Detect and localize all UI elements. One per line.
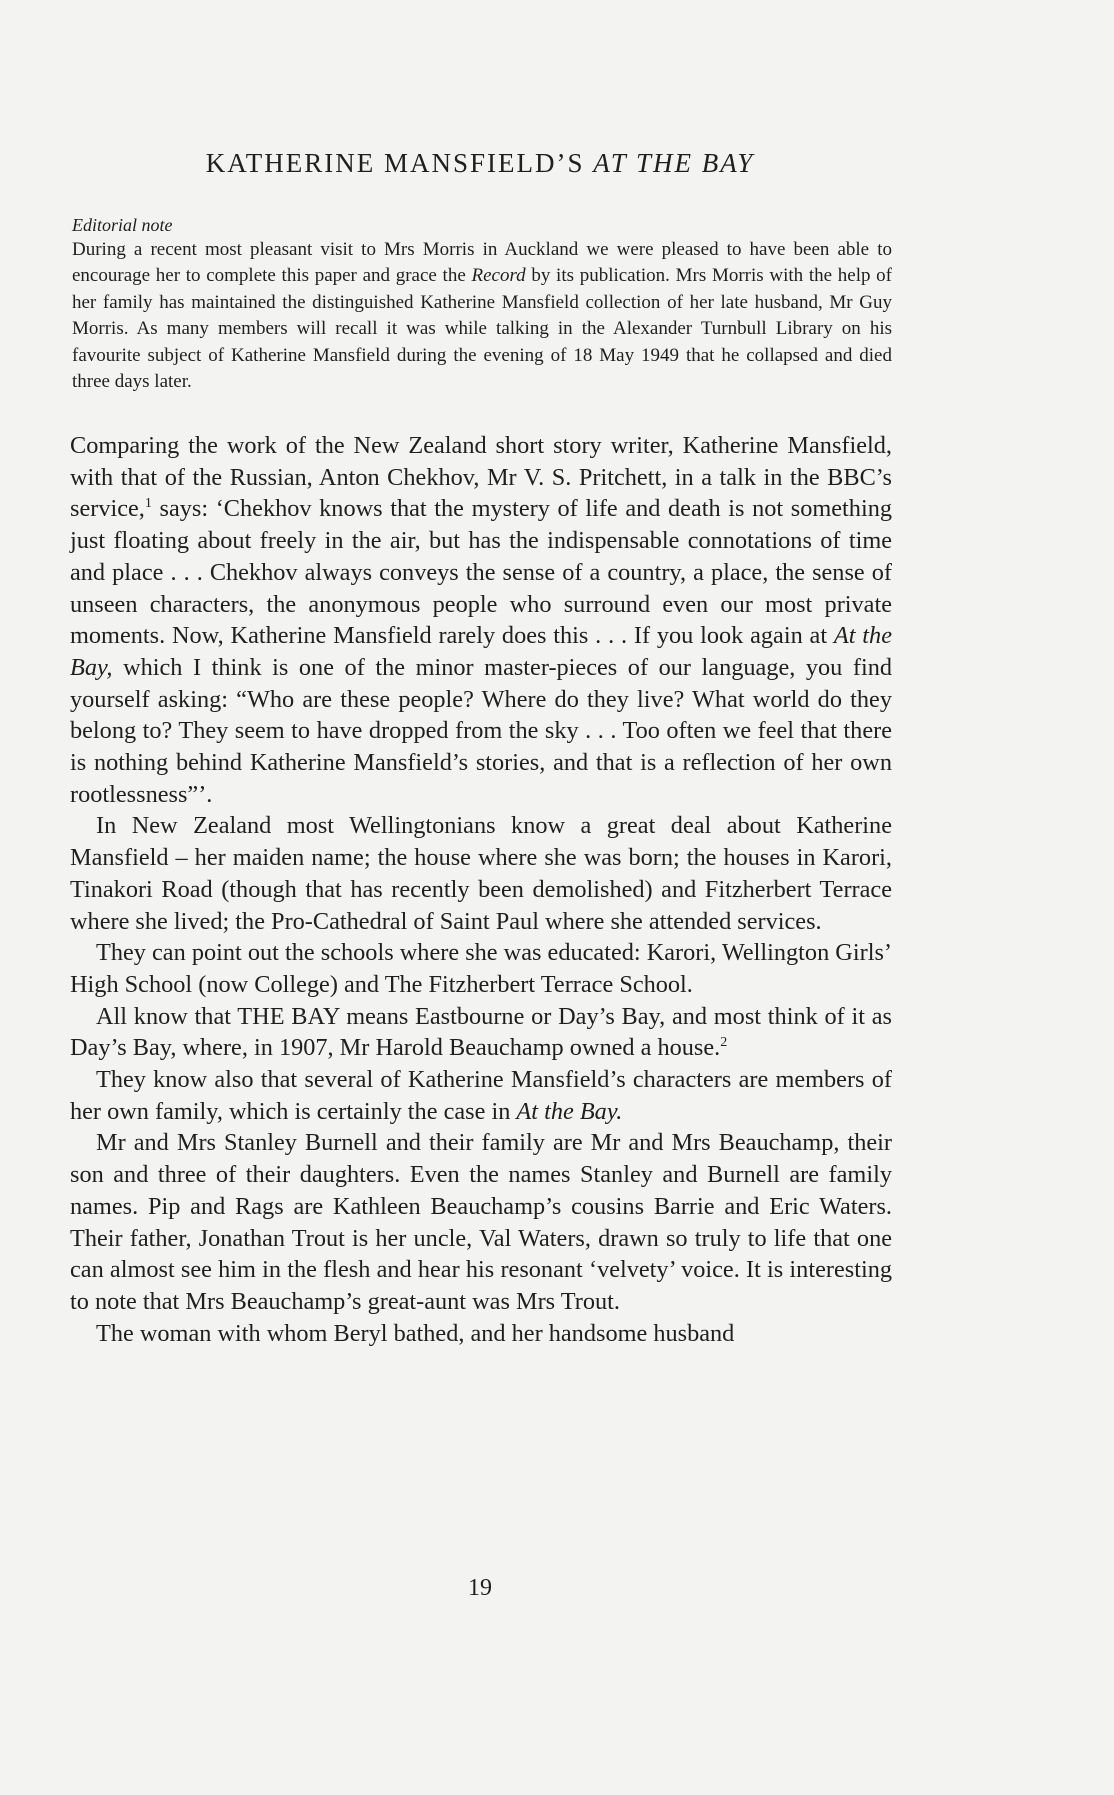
editorial-note xyxy=(72,237,892,395)
paragraph-5 xyxy=(70,1064,892,1127)
editorial-text-1: During a recent most pleasant visit to Mrs Morris in Auckland we were pleased to have been able to encourage her to complete this paper and grace the xyxy=(72,239,892,287)
p4-text: All know that THE BAY means Eastbourne or Day’s Bay, and most think of it as Day’s Bay, where, in 1907, Mr Harold Beauchamp owned a house. xyxy=(70,1002,892,1062)
p1-italic: At the Bay, xyxy=(70,622,892,681)
title-main: KATHERINE MANSFIELD’S xyxy=(205,148,585,178)
editorial-record: Record xyxy=(471,265,526,287)
page-number: 19 xyxy=(468,1575,492,1601)
p1-text-b: says: ‘Chekhov knows that the mystery of life and death is not something just floating about freely in the air, but has the indispensable connotations of time and place . . . Chekhov always conveys the sense of a country, a place, the sense of unseen characters, the anonymous people who surround even our most private moments. Now, Katherine Mansfield rarely does this . . . If you look again at xyxy=(70,495,892,650)
editorial-text-2: by its publication. Mrs Morris with the help of her family has maintained the distinguished Katherine Mansfield collection of her late husband, Mr Guy Morris. As many members will recall it was while talking in the Alexander Turnbull Library on his favourite subject of Katherine Mansfield during the evening of 18 May 1949 that he collapsed and died three days later. xyxy=(72,265,892,393)
article-body xyxy=(70,430,892,1349)
paragraph-1 xyxy=(70,430,892,810)
p5-italic: At the Bay. xyxy=(516,1097,623,1125)
editorial-heading: Editorial note xyxy=(72,215,173,235)
paragraph-3: They can point out the schools where she was educated: Karori, Wellington Girls’ High School (now College) and The Fitzherbert Terrace School. xyxy=(70,939,892,998)
paragraph-2: In New Zealand most Wellingtonians know a great deal about Katherine Mansfield – her maiden name; the house where she was born; the houses in Karori, Tinakori Road (though that has recently been demolished) and Fitzherbert Terrace where she lived; the Pro-Cathedral of Saint Paul where she attended services. xyxy=(70,812,892,935)
p1-text-c: which I think is one of the minor master-pieces of our language, you find yourself asking: “Who are these people? Where do they live? What world do they belong to? They seem to have dropped from the sky . . . Too often we feel that there is nothing behind Katherine Mansfield’s stories, and that is a reflection of her own rootlessness”’. xyxy=(70,653,892,808)
paragraph-7: The woman with whom Beryl bathed, and her handsome husband xyxy=(96,1319,735,1347)
article-title xyxy=(70,148,890,178)
footnote-marker-1: 1 xyxy=(144,496,152,512)
title-italic: AT THE BAY xyxy=(593,148,755,178)
paragraph-4 xyxy=(70,1001,892,1064)
p1-text-a: Comparing the work of the New Zealand short story writer, Katherine Mansfield, with that of the Russian, Anton Chekhov, Mr V. S. Pritchett, in a talk in the BBC’s service, xyxy=(70,432,892,523)
footnote-marker-2: 2 xyxy=(720,1035,728,1051)
paragraph-6: Mr and Mrs Stanley Burnell and their family are Mr and Mrs Beauchamp, their son and three of their daughters. Even the names Stanley and Burnell are family names. Pip and Rags are Kathleen Beauchamp’s cousins Barrie and Eric Waters. Their father, Jonathan Trout is her uncle, Val Waters, drawn so truly to life that one can almost see him in the flesh and hear his resonant ‘velvety’ voice. It is interesting to note that Mrs Beauchamp’s great-aunt was Mrs Trout. xyxy=(70,1129,892,1315)
p5-text: They know also that several of Katherine Mansfield’s characters are members of her own family, which is certainly the case in xyxy=(70,1066,892,1125)
